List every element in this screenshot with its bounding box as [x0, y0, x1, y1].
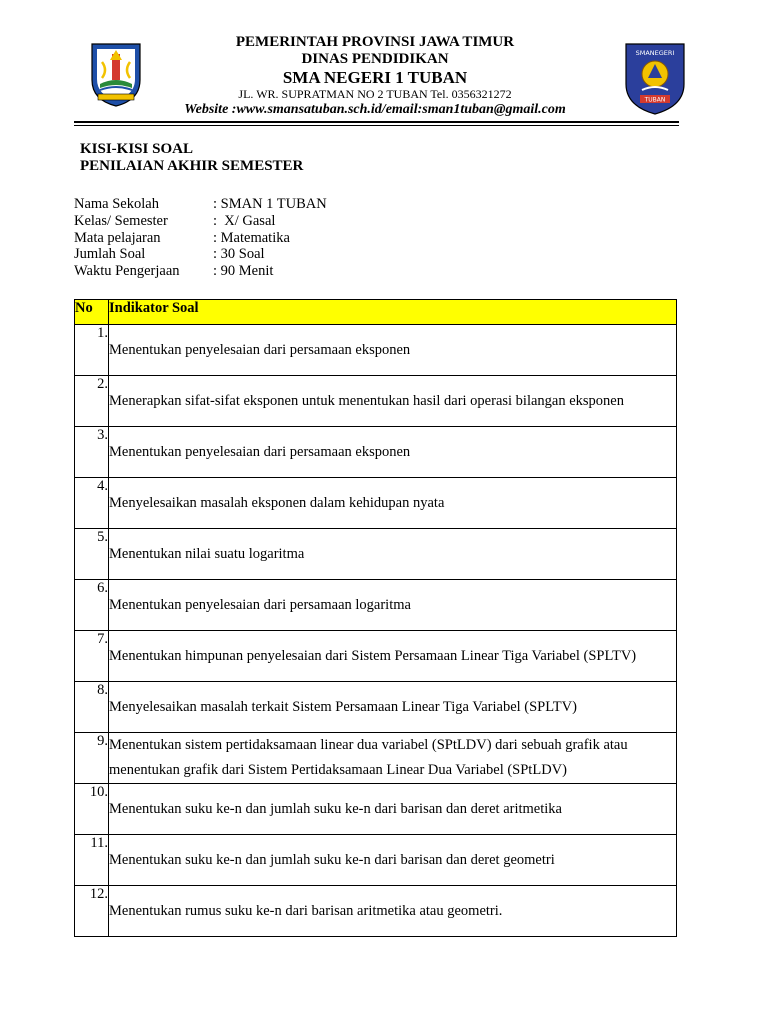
row-indicator: Menentukan nilai suatu logaritma: [109, 529, 677, 580]
east-java-crest-logo: [88, 40, 144, 108]
row-indicator: Menentukan penyelesaian dari persamaan eksponen: [109, 325, 677, 376]
table-row: [75, 325, 677, 376]
row-indicator: Menerapkan sifat-sifat eksponen untuk menentukan hasil dari operasi bilangan eksponen: [109, 376, 677, 427]
info-label: Mata pelajaran: [74, 229, 161, 246]
table-row: [75, 478, 677, 529]
table-row: [75, 427, 677, 478]
info-value: : X/ Gasal: [213, 212, 276, 229]
info-row-question-count: [74, 246, 327, 263]
document-title: [80, 141, 303, 175]
row-number: 3.: [75, 427, 109, 478]
column-header-indicator: Indikator Soal: [109, 300, 677, 325]
letterhead-rule-thick: [74, 121, 679, 123]
letterhead: [0, 0, 768, 130]
row-number: 7.: [75, 631, 109, 682]
letterhead-address: JL. WR. SUPRATMAN NO 2 TUBAN Tel. 0356321272: [238, 87, 512, 101]
info-value: : 30 Soal: [213, 246, 265, 263]
title-line-2: PENILAIAN AKHIR SEMESTER: [80, 158, 304, 174]
table-row: [75, 376, 677, 427]
row-indicator: Menentukan penyelesaian dari persamaan eksponen: [109, 427, 677, 478]
letterhead-agency: DINAS PENDIDIKAN: [301, 51, 449, 67]
row-indicator: Menentukan rumus suku ke-n dari barisan aritmetika atau geometri.: [109, 886, 677, 937]
table-header-row: [75, 300, 677, 325]
info-row-subject: [74, 230, 327, 247]
table-row: [75, 835, 677, 886]
indicator-table: [74, 299, 677, 937]
row-number: 6.: [75, 580, 109, 631]
row-indicator: Menentukan suku ke-n dan jumlah suku ke-n dari barisan dan deret aritmetika: [109, 784, 677, 835]
info-label: Waktu Pengerjaan: [74, 263, 180, 280]
info-value: : SMAN 1 TUBAN: [213, 196, 327, 212]
svg-text:TUBAN: TUBAN: [644, 96, 666, 104]
letterhead-website: Website :www.smansatuban.sch.id/email:sman1tuban@gmail.com: [184, 102, 566, 117]
letterhead-rule-thin: [74, 125, 679, 126]
row-indicator: Menentukan suku ke-n dan jumlah suku ke-n dari barisan dan deret geometri: [109, 835, 677, 886]
info-row-duration: [74, 263, 327, 280]
row-indicator: Menyelesaikan masalah eksponen dalam kehidupan nyata: [109, 478, 677, 529]
title-line-1: KISI-KISI SOAL: [80, 141, 193, 157]
info-row-class: [74, 213, 327, 230]
row-indicator: Menyelesaikan masalah terkait Sistem Persamaan Linear Tiga Variabel (SPLTV): [109, 682, 677, 733]
row-number: 12.: [75, 886, 109, 937]
row-indicator: Menentukan himpunan penyelesaian dari Sistem Persamaan Linear Tiga Variabel (SPLTV): [109, 631, 677, 682]
info-label: Kelas/ Semester: [74, 212, 168, 229]
row-number: 8.: [75, 682, 109, 733]
info-label: Jumlah Soal: [74, 246, 146, 263]
row-number: 4.: [75, 478, 109, 529]
svg-text:SMANEGERI: SMANEGERI: [635, 49, 675, 57]
letterhead-text: [150, 34, 600, 117]
table-row: [75, 631, 677, 682]
row-number: 11.: [75, 835, 109, 886]
letterhead-school-name: SMA NEGERI 1 TUBAN: [282, 68, 468, 87]
info-value: : Matematika: [213, 229, 290, 246]
row-indicator: Menentukan penyelesaian dari persamaan logaritma: [109, 580, 677, 631]
table-row: [75, 733, 677, 784]
info-value: : 90 Menit: [213, 263, 274, 280]
row-number: 10.: [75, 784, 109, 835]
table-row: [75, 682, 677, 733]
row-indicator: Menentukan sistem pertidaksamaan linear dua variabel (SPtLDV) dari sebuah grafik atau menentukan grafik dari Sistem Pertidaksamaan Linear Dua Variabel (SPtLDV): [109, 733, 677, 784]
letterhead-government: PEMERINTAH PROVINSI JAWA TIMUR: [235, 34, 515, 50]
row-number: 1.: [75, 325, 109, 376]
table-row: [75, 529, 677, 580]
table-row: [75, 784, 677, 835]
row-number: 5.: [75, 529, 109, 580]
info-block: [74, 196, 327, 280]
row-number: 9.: [75, 733, 109, 784]
column-header-no: No: [75, 300, 109, 325]
info-row-school: [74, 196, 327, 213]
info-label: Nama Sekolah: [74, 196, 159, 212]
table-row: [75, 580, 677, 631]
table-row: [75, 886, 677, 937]
row-number: 2.: [75, 376, 109, 427]
school-logo: [622, 40, 688, 116]
